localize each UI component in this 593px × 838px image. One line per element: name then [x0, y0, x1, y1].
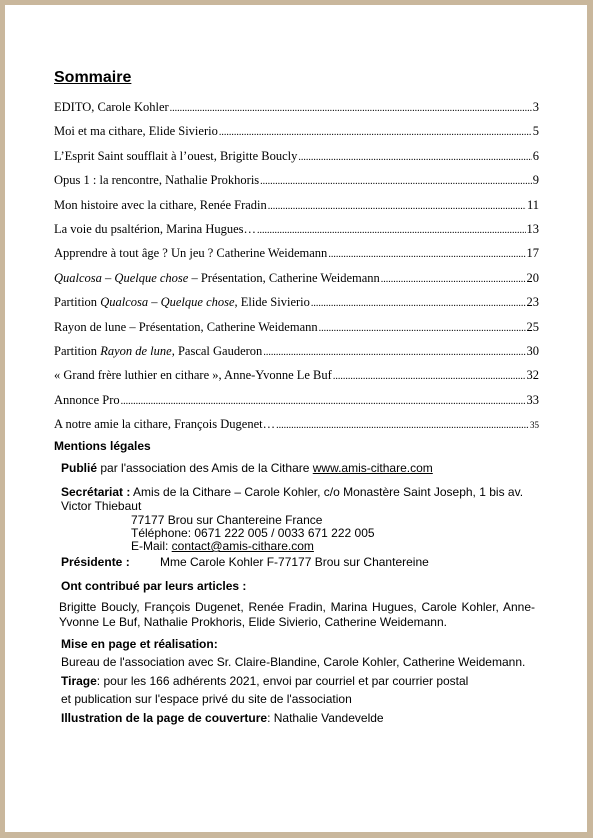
toc-entry	[54, 320, 539, 335]
toc-title-part: Apprendre à tout âge ? Un jeu ? Catherine Weidemann	[54, 246, 328, 261]
toc-entry	[54, 417, 539, 432]
publie-label: Publié	[61, 461, 98, 475]
toc-title-part: Partition	[54, 295, 101, 310]
toc-dot-leader	[319, 323, 526, 334]
toc-entry-title	[54, 320, 318, 335]
toc-page-number: 9	[532, 173, 539, 188]
website-link[interactable]: www.amis-cithare.com	[312, 461, 433, 475]
tirage-line-2: et publication sur l'espace privé du site de l'association	[61, 692, 352, 706]
toc-page-number: 23	[526, 295, 539, 310]
toc-title-part: EDITO, Carole Kohler	[54, 100, 169, 114]
toc-dot-leader	[257, 225, 525, 236]
toc-dot-leader	[298, 152, 531, 163]
email-link[interactable]: contact@amis-cithare.com	[171, 539, 314, 553]
toc-entry-title	[54, 417, 275, 432]
toc-title-part: Annonce Pro	[54, 392, 120, 407]
toc-title-part: Moi et ma cithare, Elide Sivierio	[54, 124, 218, 139]
toc-entry	[54, 344, 539, 359]
toc-entry-title	[54, 100, 169, 115]
toc-page-number: 5	[532, 124, 539, 139]
publie-line	[61, 461, 433, 475]
toc-entry	[54, 173, 539, 188]
toc-title-part: Rayon de lune – Présentation, Catherine Weidemann	[54, 319, 318, 334]
toc-entry-title	[54, 173, 259, 188]
toc-page-number: 20	[526, 270, 539, 285]
toc-dot-leader	[328, 249, 525, 260]
toc-title-part: Mon histoire avec la cithare, Renée Fradin	[54, 197, 267, 212]
toc-title-italic-part: Qualcosa – Quelque chose	[54, 270, 189, 285]
toc-dot-leader	[170, 103, 532, 114]
toc-title-part: L’Esprit Saint soufflait à l’ouest, Brigitte Boucly	[54, 148, 298, 163]
tirage-text: : pour les 166 adhérents 2021, envoi par courriel et par courrier postal	[96, 674, 469, 688]
toc-dot-leader	[311, 298, 526, 309]
toc-entry	[54, 246, 539, 261]
toc-title-italic-part: Qualcosa – Quelque chose	[100, 295, 235, 310]
toc-page-number: 13	[526, 222, 539, 236]
toc-dot-leader	[263, 347, 525, 358]
toc-entry-title	[54, 344, 262, 359]
toc-entry-title	[54, 368, 332, 383]
toc-entry-title	[54, 271, 380, 286]
contrib-heading: Ont contribué par leurs articles :	[61, 579, 247, 593]
toc-page-number: 33	[526, 392, 539, 407]
toc-entry	[54, 222, 539, 237]
illustration-line	[61, 711, 384, 725]
toc-entry	[54, 149, 539, 164]
mise-heading: Mise en page et réalisation:	[61, 637, 218, 651]
toc-entry	[54, 295, 539, 310]
secretariat-label: Secrétariat :	[61, 485, 131, 499]
toc-entry	[54, 124, 539, 139]
toc-entry	[54, 368, 539, 383]
email-label: E-Mail:	[131, 539, 172, 553]
toc-page-number: 25	[526, 319, 539, 334]
toc-entry	[54, 100, 539, 115]
toc-entry-title	[54, 222, 256, 237]
email-line	[131, 539, 314, 553]
toc-entry	[54, 271, 539, 286]
toc-title-part: A notre amie la cithare, François Dugenet…	[54, 417, 276, 432]
toc-entry	[54, 393, 539, 408]
toc-page-number: 11	[526, 197, 539, 212]
toc-dot-leader	[260, 176, 532, 187]
illustration-text: : Nathalie Vandevelde	[267, 711, 384, 725]
secretariat-line	[61, 485, 523, 499]
toc-title-part: , Pascal Gauderon	[171, 344, 263, 358]
toc-dot-leader	[333, 371, 526, 382]
toc-title-italic-part: Rayon de lune	[100, 344, 172, 358]
page-title: Sommaire	[54, 69, 132, 86]
toc-title-part: Partition	[54, 344, 101, 358]
toc-entry-title	[54, 295, 310, 310]
toc-title-part: , Elide Sivierio	[234, 295, 310, 310]
toc-page-number: 6	[532, 148, 539, 163]
document-page	[5, 5, 587, 832]
illustration-label: Illustration de la page de couverture	[61, 711, 268, 725]
toc-page-number: 30	[526, 344, 539, 358]
toc-dot-leader	[219, 127, 532, 138]
toc-entry-title	[54, 124, 218, 139]
toc-page-number: 35	[530, 420, 539, 431]
tirage-line	[61, 674, 468, 688]
publie-text: par l'association des Amis de la Cithare	[97, 461, 313, 475]
toc-dot-leader	[268, 201, 526, 212]
tirage-label: Tirage	[61, 674, 97, 688]
toc-dot-leader	[276, 420, 529, 431]
mentions-heading: Mentions légales	[54, 439, 151, 453]
toc-entry-title	[54, 198, 267, 213]
toc-dot-leader	[121, 396, 526, 407]
toc-title-part: « Grand frère luthier en cithare », Anne-Yvonne Le Buf	[54, 368, 332, 383]
toc-entry	[54, 198, 539, 213]
toc-entry-title	[54, 149, 297, 164]
contrib-text: Brigitte Boucly, François Dugenet, Renée Fradin, Marina Hugues, Carole Kohler, Anne-Yvonne Le Buf, Nathalie Prokhoris, Elide Sivierio, Catherine Weidemann.	[59, 600, 535, 629]
toc-dot-leader	[381, 274, 526, 285]
presidente-text: Mme Carole Kohler F-77177 Brou sur Chantereine	[160, 555, 429, 569]
toc-entry-title	[54, 393, 120, 408]
toc-page-number: 3	[532, 100, 539, 114]
toc-page-number: 32	[526, 368, 539, 383]
toc-title-part: Opus 1 : la rencontre, Nathalie Prokhoris	[54, 173, 260, 188]
toc-title-part: – Présentation, Catherine Weidemann	[188, 270, 380, 285]
toc-entry-title	[54, 246, 327, 261]
mise-text: Bureau de l'association avec Sr. Claire-Blandine, Carole Kohler, Catherine Weidemann.	[61, 655, 526, 669]
secretariat-text: Amis de la Cithare – Carole Kohler, c/o Monastère Saint Joseph, 1 bis av.	[130, 485, 524, 499]
address-city: 77177 Brou sur Chantereine France	[131, 513, 323, 527]
toc-title-part: La voie du psaltérion, Marina Hugues…	[54, 222, 257, 236]
toc-page-number: 17	[526, 246, 539, 261]
phone-line: Téléphone: 0671 222 005 / 0033 671 222 005	[131, 526, 375, 540]
presidente-label: Présidente :	[61, 555, 130, 569]
secretariat-line-2: Victor Thiebaut	[61, 499, 142, 513]
